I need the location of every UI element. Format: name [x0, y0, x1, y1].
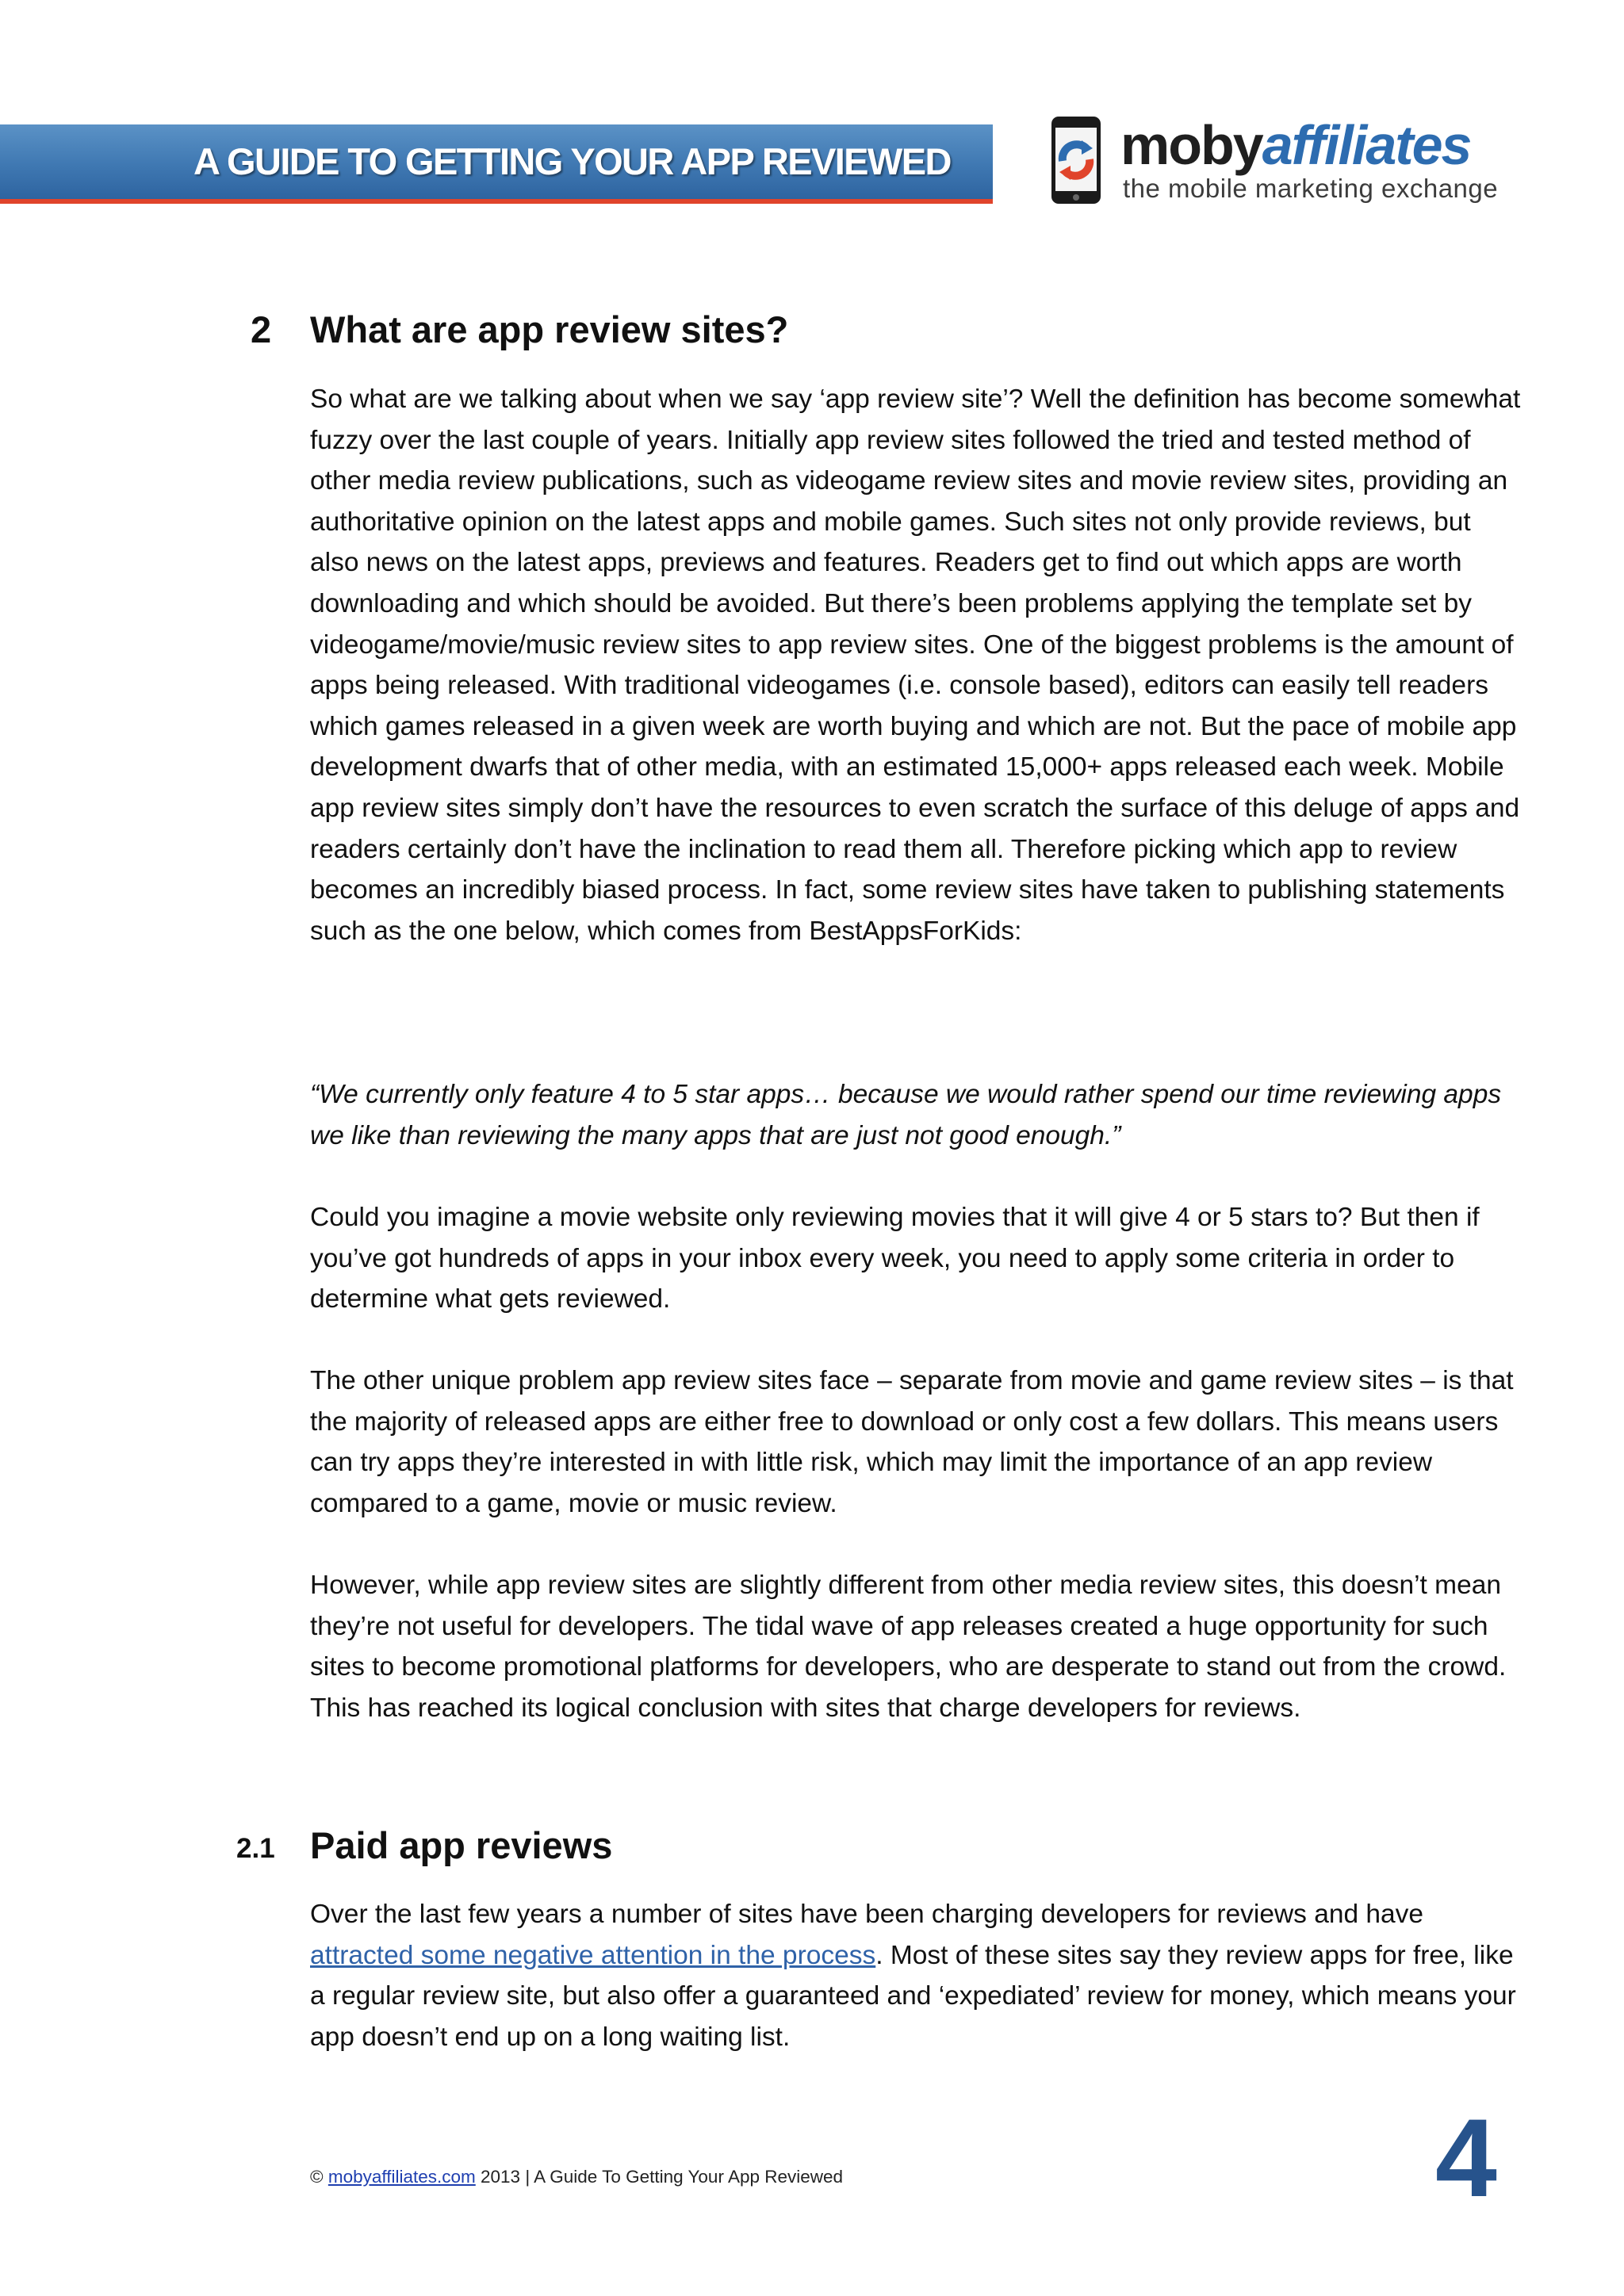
- paragraph-text-after-link: . Most of these sites say they review apps for free, like a regular review site, but also offer a guaranteed and ‘expediated’ review for money, which means your app doesn’t end up on a long waiting list.: [310, 1940, 1516, 2052]
- footer: [310, 2167, 843, 2187]
- logo-wordmark: [1120, 113, 1470, 177]
- logo-tagline: the mobile marketing exchange: [1123, 174, 1499, 203]
- footer-copyright: ©: [310, 2167, 328, 2187]
- paragraph-text-before-link: Over the last few years a number of sites have been charging developers for reviews and have: [310, 1900, 1424, 1929]
- paragraph-paid-reviews: [310, 1894, 1523, 2057]
- brand-logo: [1045, 113, 1505, 209]
- paragraph-2: Could you imagine a movie website only reviewing movies that it will give 4 or 5 stars to? But then if you’ve got hundreds of apps in your inbox every week, you need to apply some criteria in order to determine what gets reviewed.: [310, 1203, 1480, 1314]
- paragraph-3: The other unique problem app review sites face – separate from movie and game review sites – is that the majority of released apps are either free to download or only cost a few dollars. This means users can try apps they’re interested in with little risk, which may limit the importance of an app review compared to a game, movie or music review.: [310, 1366, 1514, 1518]
- mobile-phone-logo-icon: [1045, 113, 1109, 207]
- banner-title: A GUIDE TO GETTING YOUR APP REVIEWED: [193, 140, 951, 182]
- header-banner: [0, 124, 993, 204]
- section-number: 2: [251, 308, 272, 350]
- footer-site-link[interactable]: mobyaffiliates.com: [327, 2167, 476, 2187]
- subsection-number: 2.1: [236, 1833, 275, 1864]
- logo-affiliates-text: affiliates: [1262, 114, 1471, 176]
- subsection-title: Paid app reviews: [310, 1824, 613, 1866]
- logo-moby-text: moby: [1120, 114, 1262, 176]
- quote-block: “We currently only feature 4 to 5 star apps… because we would rather spend our time reviewing apps we like than reviewing the many apps that are just not good enough.”: [310, 1080, 1502, 1150]
- paragraph-4: However, while app review sites are slightly different from other media review sites, this doesn’t mean they’re not useful for developers. The tidal wave of app releases created a huge opportunity for such sites to become promotional platforms for developers, who are desperate to stand out from the crowd. This has reached its logical conclusion with sites that charge developers for reviews.: [310, 1571, 1507, 1723]
- negative-attention-link[interactable]: attracted some negative attention in the process: [310, 1940, 876, 1970]
- section-title: What are app review sites?: [310, 308, 789, 350]
- footer-text: 2013 | A Guide To Getting Your App Reviewed: [475, 2167, 844, 2187]
- page-number: 4: [1435, 2095, 1497, 2220]
- paragraph-1: So what are we talking about when we say ‘app review site’? Well the definition has become somewhat fuzzy over the last couple of years. Initially app review sites followed the tried and tested method of other media review publications, such as videogame review sites and movie review sites, providing an authoritative opinion on the latest apps and mobile games. Such sites not only provide reviews, but also news on the latest apps, previews and features. Readers get to find out which apps are worth downloading and which should be avoided. But there’s been problems applying the template set by videogame/movie/music review sites to app review sites. One of the biggest problems is the amount of apps being released. With traditional videogames (i.e. console based), editors can easily tell readers which games released in a given week are worth buying and which are not. But the pace of mobile app development dwarfs that of other media, with an estimated 15,000+ apps released each week. Mobile app review sites simply don’t have the resources to even scratch the surface of this deluge of apps and readers certainly don’t have the inclination to read them all. Therefore picking which app to review becomes an incredibly biased process. In fact, some review sites have taken to publishing statements such as the one below, which comes from BestAppsForKids:: [310, 385, 1521, 946]
